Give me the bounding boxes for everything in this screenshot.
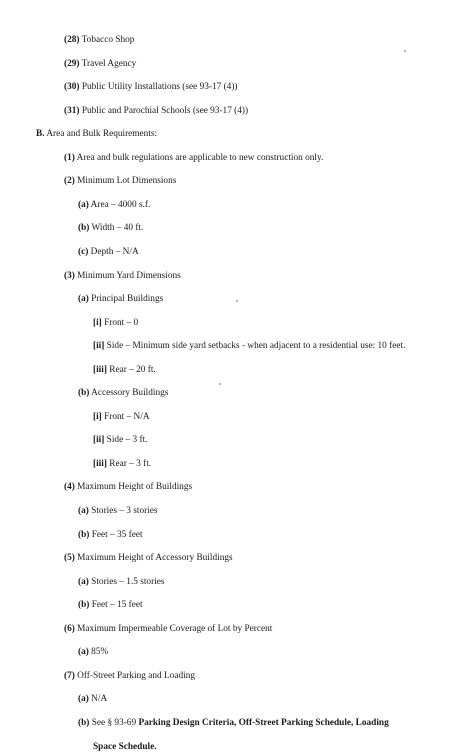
sub-item-3a <box>78 294 163 305</box>
item-text: Maximum Height of Buildings <box>74 482 193 493</box>
item-label: (b) <box>78 600 90 611</box>
item-text: Front – N/A <box>101 411 150 422</box>
item-label: (6) <box>64 623 75 634</box>
item-text: Feet – 15 feet <box>89 600 143 611</box>
sub-item-5b <box>78 600 143 611</box>
item-text: Feet – 35 feet <box>89 529 143 540</box>
item-text: Depth – N/A <box>88 246 139 257</box>
item-text: Rear – 3 ft. <box>106 458 152 469</box>
item-label: (28) <box>64 35 80 45</box>
sub-item-2c <box>78 247 139 258</box>
sub-item-4a <box>78 506 158 517</box>
item-text: Area – 4000 s.f. <box>88 199 151 210</box>
sub-sub-item-3b-i <box>93 412 150 423</box>
item-text: Tobacco Shop <box>79 35 135 45</box>
item-label: (3) <box>64 270 75 281</box>
scan-speck <box>219 383 221 385</box>
item-text: Public Utility Installations (see 93-17 (4)) <box>79 82 238 93</box>
item-label: (a) <box>78 694 89 705</box>
list-item-6 <box>64 624 272 635</box>
list-item-31 <box>64 106 248 117</box>
item-text: . <box>154 741 157 752</box>
item-text: Front – 0 <box>101 317 139 328</box>
list-item-5 <box>64 553 233 564</box>
sub-item-2b <box>78 223 143 234</box>
list-item-29 <box>64 59 136 70</box>
item-label: (b) <box>78 529 90 540</box>
item-text: See § 93-69 <box>89 717 139 728</box>
sub-item-7b <box>78 718 389 729</box>
item-text: Side – Minimum side yard setbacks - when adjacent to a residential use: 10 feet. <box>104 341 406 352</box>
item-label: (7) <box>64 670 75 681</box>
item-bold-text: Parking Design Criteria, Off-Street Parking Schedule, Loading <box>138 717 389 728</box>
item-text: Stories – 3 stories <box>88 506 158 516</box>
sub-sub-item-3a-ii <box>93 341 405 352</box>
item-label: (30) <box>64 82 80 93</box>
item-label: B. <box>36 129 45 140</box>
item-label: [ii] <box>93 435 105 446</box>
scan-speck <box>404 50 406 52</box>
item-text: Width – 40 ft. <box>89 223 144 234</box>
item-text: Off-Street Parking and Loading <box>74 670 195 681</box>
item-text: Travel Agency <box>79 58 137 69</box>
sub-item-4b <box>78 530 143 541</box>
item-label: (5) <box>64 553 75 564</box>
item-text: Maximum Impermeable Coverage of Lot by Percent <box>74 623 273 634</box>
list-item-30 <box>64 82 238 93</box>
item-label: (31) <box>64 105 80 116</box>
sub-sub-item-3b-iii <box>93 459 151 470</box>
sub-item-3b <box>78 388 168 399</box>
item-label: (1) <box>64 152 75 163</box>
list-item-3 <box>64 271 181 282</box>
item-label: (b) <box>78 223 90 234</box>
sub-sub-item-3a-i <box>93 318 138 329</box>
sub-item-2a <box>78 200 150 211</box>
item-text: N/A <box>88 694 108 705</box>
item-text: Side – 3 ft. <box>104 435 148 446</box>
item-label: [iii] <box>93 458 107 469</box>
item-text: 85% <box>88 647 109 658</box>
item-bold-text: Space Schedule <box>93 741 155 752</box>
item-text: Area and bulk regulations are applicable to new construction only. <box>74 152 324 163</box>
item-label: [i] <box>93 317 102 328</box>
item-label: [ii] <box>93 341 105 352</box>
item-text: Minimum Lot Dimensions <box>74 176 177 187</box>
sub-item-7a <box>78 694 107 705</box>
item-label: (c) <box>78 246 89 257</box>
item-label: (4) <box>64 482 75 493</box>
list-item-28 <box>64 35 134 46</box>
sub-sub-item-3b-ii <box>93 435 148 446</box>
list-item-7 <box>64 671 195 682</box>
list-item-2 <box>64 176 176 187</box>
scan-speck <box>236 300 238 302</box>
item-text: Principal Buildings <box>88 294 164 305</box>
item-label: [iii] <box>93 364 107 375</box>
item-label: (29) <box>64 58 80 69</box>
sub-sub-item-3a-iii <box>93 365 156 376</box>
item-text: Stories – 1.5 stories <box>88 576 165 587</box>
sub-item-5a <box>78 577 165 588</box>
sub-item-6a <box>78 647 108 658</box>
item-text: Maximum Height of Accessory Buildings <box>74 553 233 564</box>
section-heading-b <box>36 129 157 140</box>
item-label: (b) <box>78 388 90 399</box>
item-text: Accessory Buildings <box>89 388 169 399</box>
item-label: [i] <box>93 411 102 422</box>
item-text: Minimum Yard Dimensions <box>74 270 181 281</box>
item-label: (b) <box>78 717 90 728</box>
item-label: (a) <box>78 294 89 305</box>
item-text: Rear – 20 ft. <box>106 364 156 375</box>
item-label: (a) <box>78 576 89 587</box>
item-label: (2) <box>64 176 75 187</box>
list-item-1 <box>64 153 323 164</box>
list-item-4 <box>64 482 192 493</box>
sub-item-7b-continued <box>93 742 157 753</box>
item-label: (a) <box>78 199 89 210</box>
item-label: (a) <box>78 647 89 658</box>
item-label: (a) <box>78 506 89 516</box>
item-text: Area and Bulk Requirements: <box>44 129 158 140</box>
item-text: Public and Parochial Schools (see 93-17 (4)) <box>79 105 249 116</box>
